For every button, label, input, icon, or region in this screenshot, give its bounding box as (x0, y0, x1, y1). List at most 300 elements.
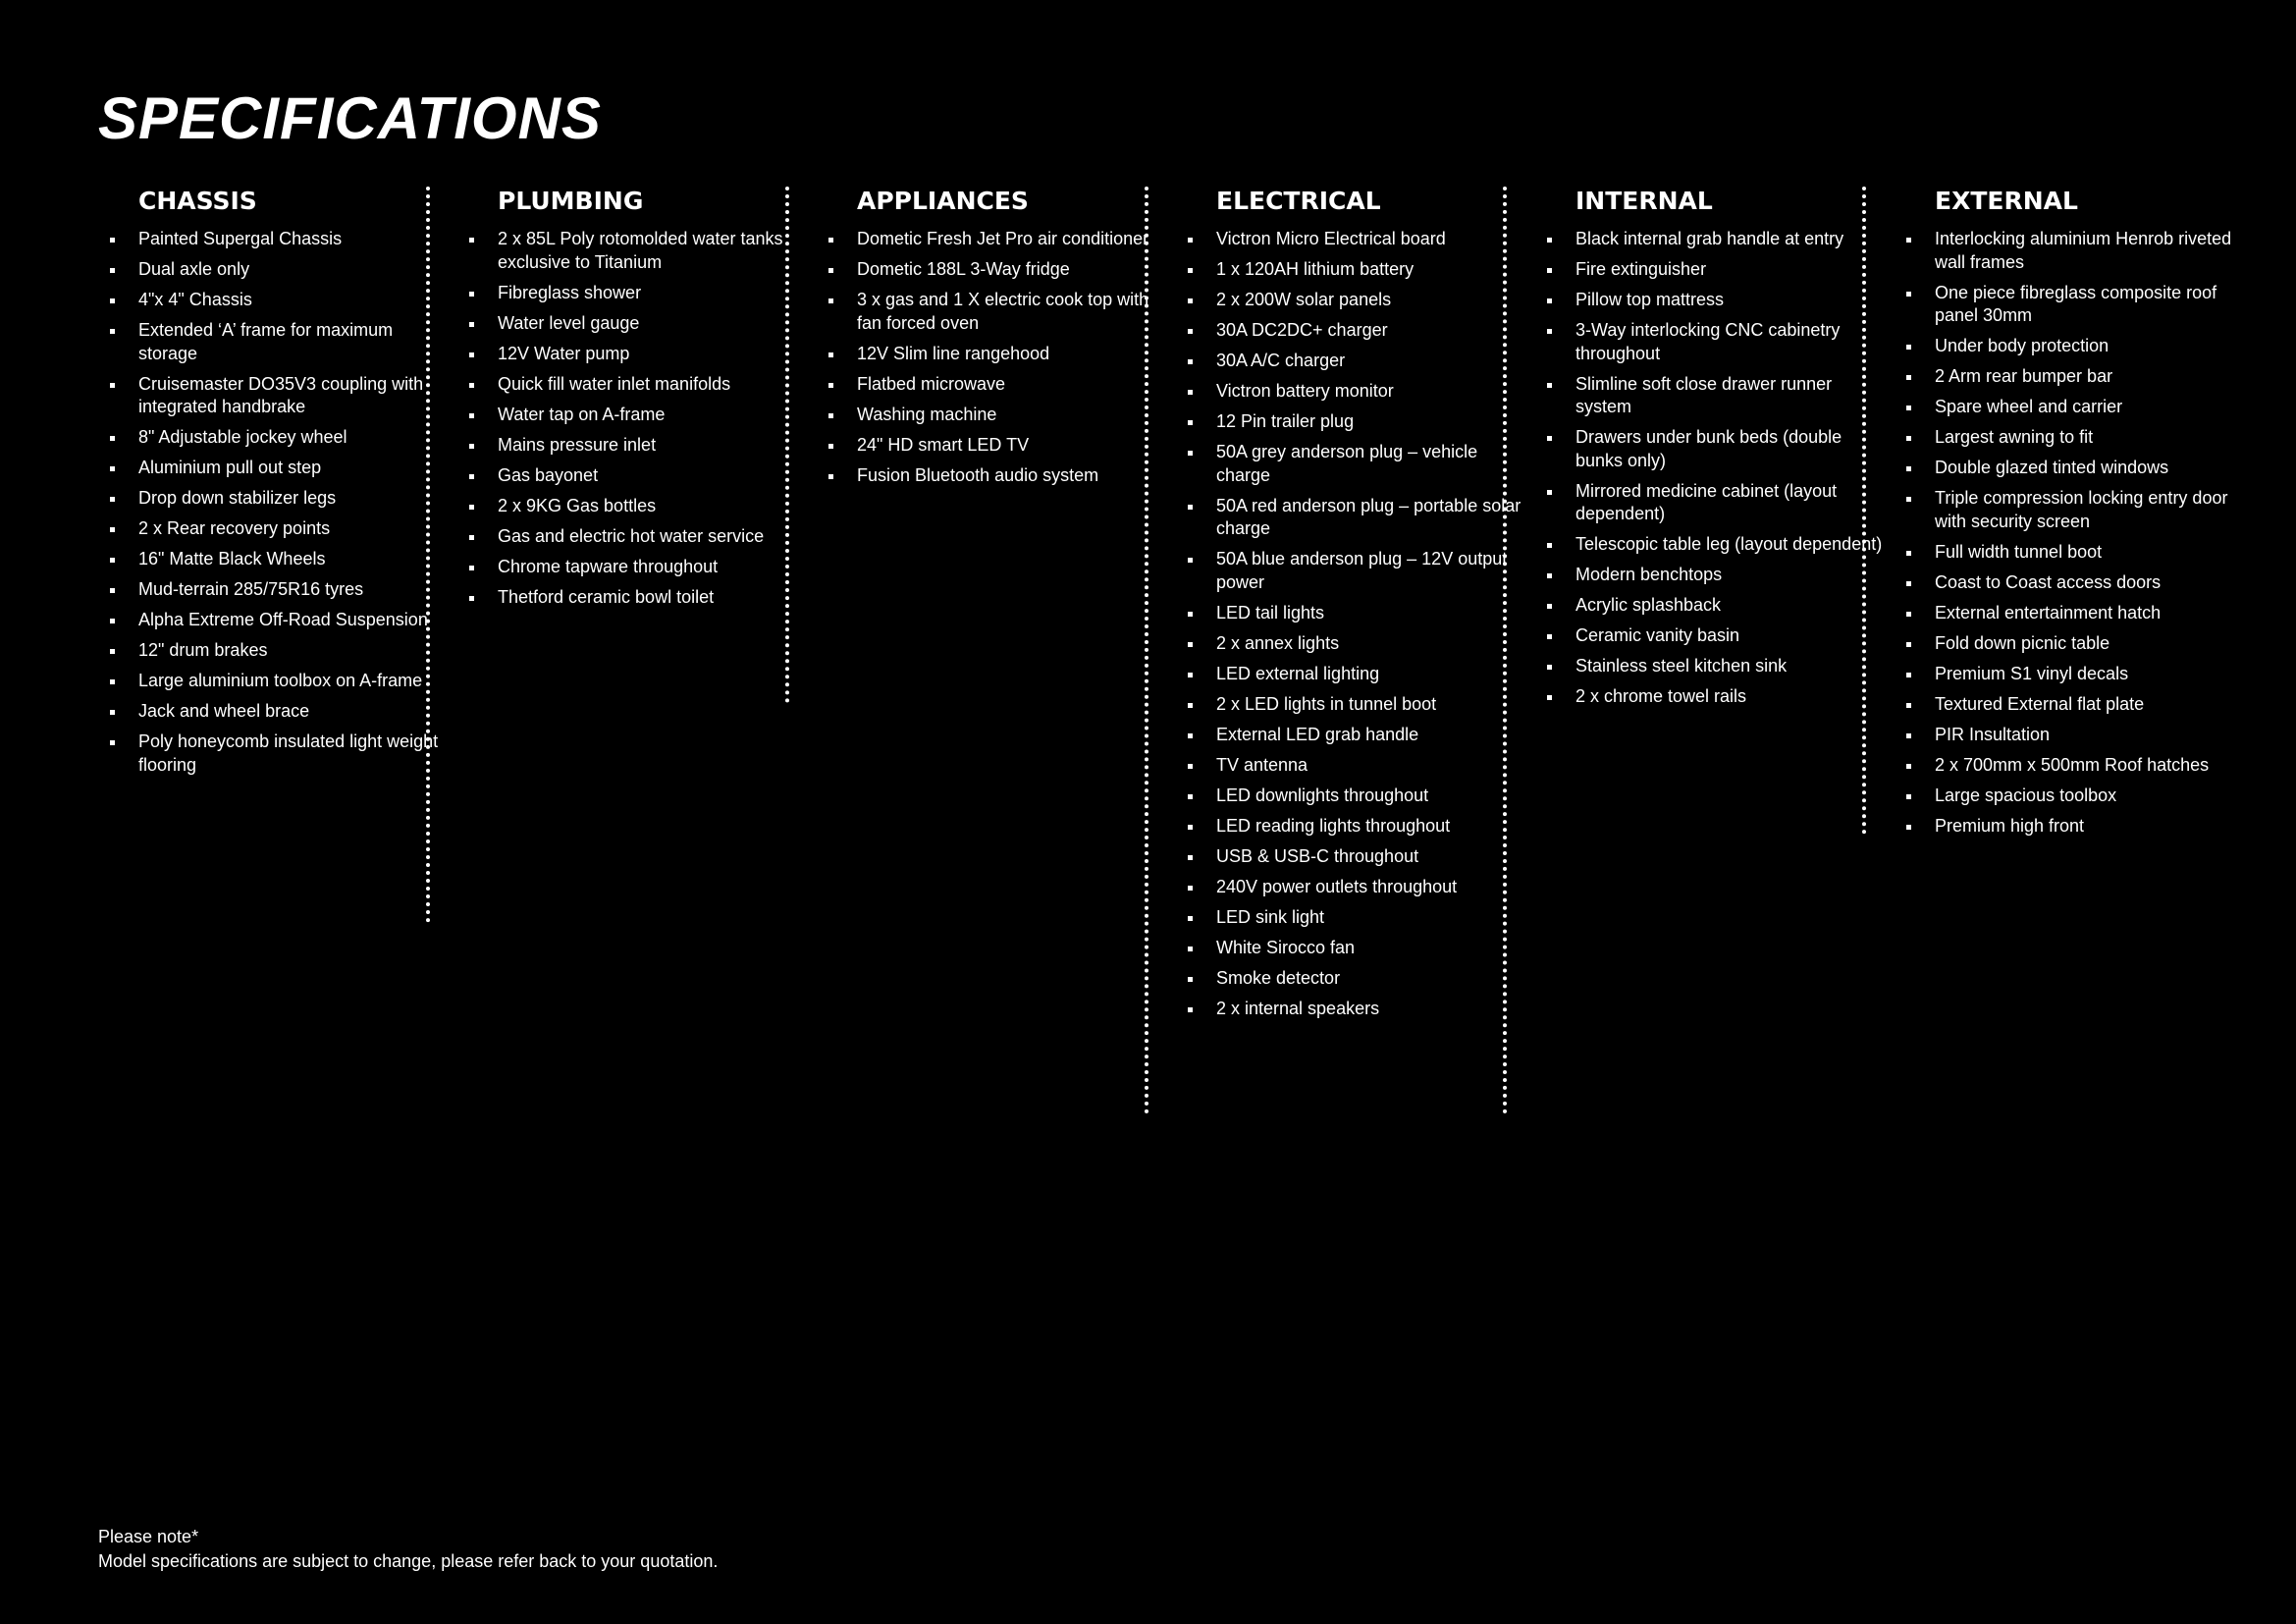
spec-item-text: 2 x chrome towel rails (1575, 686, 1747, 706)
bullet-icon (110, 268, 115, 273)
spec-item-text: Extended ‘A’ frame for maximum storage (138, 320, 394, 363)
bullet-icon (1188, 703, 1193, 708)
bullet-icon (1188, 558, 1193, 563)
bullet-icon (110, 649, 115, 654)
bullet-icon (110, 466, 115, 471)
bullet-icon (110, 383, 115, 388)
bullet-icon (1906, 345, 1911, 350)
spec-item (818, 343, 1177, 366)
spec-item (1177, 632, 1536, 656)
spec-item (1896, 663, 2255, 686)
bullet-icon (469, 474, 474, 479)
spec-item (1896, 785, 2255, 808)
bullet-icon (1188, 390, 1193, 395)
bullet-icon (1188, 855, 1193, 860)
bullet-icon (1188, 451, 1193, 456)
spec-item (1177, 548, 1536, 594)
spec-item (1536, 426, 1896, 472)
column-heading: EXTERNAL (1935, 187, 2078, 215)
spec-item (1177, 724, 1536, 747)
spec-item (458, 556, 818, 579)
spec-item-text: Stainless steel kitchen sink (1575, 656, 1788, 676)
bullet-icon (469, 596, 474, 601)
spec-list (1896, 228, 2255, 838)
bullet-icon (1547, 383, 1552, 388)
spec-column-appliances (818, 185, 1177, 495)
spec-item-text: Telescopic table leg (layout dependent) (1575, 534, 1883, 554)
spec-item-text: Largest awning to fit (1935, 427, 2094, 447)
spec-item-text: 2 x 700mm x 500mm Roof hatches (1935, 754, 2210, 775)
bullet-icon (110, 497, 115, 502)
column-heading: APPLIANCES (857, 187, 1029, 215)
spec-item-text: White Sirocco fan (1216, 937, 1356, 957)
spec-item (1177, 289, 1536, 312)
spec-item (99, 548, 458, 571)
bullet-icon (1188, 505, 1193, 510)
spec-item-text: Cruisemaster DO35V3 coupling with integrated handbrake (138, 373, 424, 416)
bullet-icon (1188, 420, 1193, 425)
spec-list (99, 228, 458, 777)
column-divider (1145, 187, 1148, 1114)
bullet-icon (1188, 298, 1193, 303)
spec-item-text: 16" Matte Black Wheels (138, 549, 326, 568)
spec-item-text: One piece fibreglass composite roof panel 30mm (1935, 282, 2217, 325)
spec-item-text: 2 x Rear recovery points (138, 518, 331, 538)
spec-item-text: 30A A/C charger (1216, 351, 1346, 370)
bullet-icon (828, 444, 833, 449)
bullet-icon (1906, 733, 1911, 738)
bullet-icon (1547, 665, 1552, 670)
bullet-icon (1188, 764, 1193, 769)
bullet-icon (1188, 329, 1193, 334)
spec-item-text: Fire extinguisher (1575, 259, 1707, 279)
spec-item-text: LED tail lights (1216, 602, 1325, 623)
column-divider (1503, 187, 1507, 1114)
spec-item-text: 12" drum brakes (138, 640, 268, 660)
bullet-icon (1188, 238, 1193, 243)
spec-item (1177, 495, 1536, 541)
spec-item-text: Dometic 188L 3-Way fridge (857, 259, 1070, 279)
spec-item (99, 289, 458, 312)
spec-item-text: Full width tunnel boot (1935, 541, 2103, 562)
spec-item-text: Acrylic splashback (1575, 595, 1722, 615)
spec-item-text: Fusion Bluetooth audio system (857, 464, 1099, 485)
spec-item-text: Painted Supergal Chassis (138, 229, 343, 248)
spec-item-text: Modern benchtops (1575, 565, 1723, 584)
bullet-icon (110, 558, 115, 563)
spec-item (458, 434, 818, 458)
spec-item-text: 3-Way interlocking CNC cabinetry throughout (1575, 320, 1841, 363)
spec-item (1177, 937, 1536, 960)
bullet-icon (1188, 886, 1193, 891)
spec-item-text: LED external lighting (1216, 663, 1380, 683)
spec-list (458, 228, 818, 609)
spec-item-text: USB & USB-C throughout (1216, 845, 1419, 866)
spec-item-text: 30A DC2DC+ charger (1216, 320, 1388, 340)
bullet-icon (1906, 551, 1911, 556)
spec-item-text: Washing machine (857, 404, 997, 424)
spec-item-text: Thetford ceramic bowl toilet (498, 586, 715, 607)
bullet-icon (1906, 406, 1911, 410)
bullet-icon (1188, 1007, 1193, 1012)
bullet-icon (110, 588, 115, 593)
spec-item (1896, 632, 2255, 656)
bullet-icon (469, 292, 474, 297)
spec-item-text: Black internal grab handle at entry (1575, 229, 1844, 248)
spec-item-text: Spare wheel and carrier (1935, 397, 2123, 416)
spec-item (1177, 350, 1536, 373)
bullet-icon (110, 619, 115, 623)
spec-item-text: 8" Adjustable jockey wheel (138, 427, 347, 447)
spec-item (1177, 663, 1536, 686)
spec-item-text: Chrome tapware throughout (498, 556, 719, 576)
spec-item-text: Interlocking aluminium Henrob riveted wall frames (1935, 229, 2232, 272)
spec-item-text: 12V Slim line rangehood (857, 343, 1050, 363)
bullet-icon (1547, 238, 1552, 243)
bullet-icon (1906, 703, 1911, 708)
spec-item (1177, 228, 1536, 251)
spec-item-text: Drop down stabilizer legs (138, 488, 337, 508)
spec-item (1177, 785, 1536, 808)
spec-column-plumbing (458, 185, 818, 617)
spec-item-text: 2 x 9KG Gas bottles (498, 495, 657, 515)
spec-item-text: LED sink light (1216, 906, 1325, 927)
spec-item (818, 373, 1177, 397)
spec-item (1177, 380, 1536, 404)
column-heading: CHASSIS (138, 187, 257, 215)
column-divider (1862, 187, 1866, 835)
bullet-icon (1906, 794, 1911, 799)
bullet-icon (1188, 825, 1193, 830)
spec-item-text: Alpha Extreme Off-Road Suspension (138, 610, 428, 629)
bullet-icon (828, 298, 833, 303)
spec-item (1177, 845, 1536, 869)
bullet-icon (469, 444, 474, 449)
bullet-icon (828, 238, 833, 243)
bullet-icon (1906, 497, 1911, 502)
spec-item-text: 2 x internal speakers (1216, 998, 1380, 1018)
bullet-icon (1906, 642, 1911, 647)
spec-item (1536, 655, 1896, 678)
spec-item-text: LED reading lights throughout (1216, 815, 1451, 836)
spec-item (99, 457, 458, 480)
bullet-icon (1906, 825, 1911, 830)
spec-item (1177, 906, 1536, 930)
spec-item-text: Under body protection (1935, 336, 2109, 355)
spec-item-text: Ceramic vanity basin (1575, 625, 1740, 645)
spec-item-text: Dual axle only (138, 259, 250, 279)
spec-item-text: Coast to Coast access doors (1935, 571, 2162, 592)
bullet-icon (469, 566, 474, 570)
spec-item (1896, 228, 2255, 274)
bullet-icon (110, 298, 115, 303)
spec-item-text: Double glazed tinted windows (1935, 458, 2169, 477)
spec-item (1177, 815, 1536, 839)
spec-item-text: 50A blue anderson plug – 12V output power (1216, 549, 1508, 592)
spec-item (99, 319, 458, 365)
spec-item-text: Premium S1 vinyl decals (1935, 663, 2129, 683)
spec-item-text: Victron Micro Electrical board (1216, 229, 1446, 248)
spec-item (1536, 624, 1896, 648)
bullet-icon (110, 436, 115, 441)
spec-item (1896, 754, 2255, 778)
spec-item-text: Victron battery monitor (1216, 381, 1394, 401)
spec-item (1177, 967, 1536, 991)
spec-item-text: 240V power outlets throughout (1216, 876, 1458, 896)
spec-item (458, 525, 818, 549)
spec-item (458, 404, 818, 427)
bullet-icon (1188, 612, 1193, 617)
spec-item-text: Jack and wheel brace (138, 701, 310, 721)
footer-note-title: Please note* (98, 1527, 199, 1546)
bullet-icon (110, 329, 115, 334)
column-heading: ELECTRICAL (1216, 187, 1381, 215)
spec-item-text: Quick fill water inlet manifolds (498, 373, 731, 394)
spec-item (1177, 998, 1536, 1021)
bullet-icon (110, 710, 115, 715)
spec-item (99, 228, 458, 251)
bullet-icon (1547, 543, 1552, 548)
spec-item (818, 464, 1177, 488)
spec-item (99, 373, 458, 419)
bullet-icon (1188, 673, 1193, 677)
spec-column-external (1896, 185, 2255, 845)
spec-item-text: Water tap on A-frame (498, 404, 666, 424)
bullet-icon (1188, 733, 1193, 738)
spec-item (1896, 396, 2255, 419)
bullet-icon (1547, 298, 1552, 303)
bullet-icon (1906, 436, 1911, 441)
spec-item-text: Flatbed microwave (857, 373, 1006, 394)
spec-item-text: Textured External flat plate (1935, 693, 2145, 714)
spec-item-text: 2 x annex lights (1216, 632, 1340, 653)
spec-item (1177, 319, 1536, 343)
spec-item (1896, 602, 2255, 625)
spec-item (1177, 410, 1536, 434)
bullet-icon (1906, 238, 1911, 243)
bullet-icon (1906, 375, 1911, 380)
spec-item (458, 282, 818, 305)
spec-item (818, 404, 1177, 427)
bullet-icon (828, 268, 833, 273)
spec-item (99, 639, 458, 663)
bullet-icon (1547, 573, 1552, 578)
bullet-icon (469, 535, 474, 540)
spec-item-text: PIR Insultation (1935, 724, 2051, 744)
spec-item (1536, 564, 1896, 587)
spec-item-text: External entertainment hatch (1935, 602, 2162, 623)
bullet-icon (1547, 329, 1552, 334)
spec-item-text: 4"x 4" Chassis (138, 290, 252, 309)
spec-item (1536, 319, 1896, 365)
spec-list (818, 228, 1177, 487)
bullet-icon (1188, 916, 1193, 921)
spec-item (99, 487, 458, 511)
spec-item (818, 434, 1177, 458)
spec-item (458, 586, 818, 610)
bullet-icon (110, 238, 115, 243)
bullet-icon (469, 505, 474, 510)
bullet-icon (828, 413, 833, 418)
footer-note (98, 1525, 718, 1574)
spec-item (818, 228, 1177, 251)
spec-item-text: Fibreglass shower (498, 282, 642, 302)
spec-item-text: TV antenna (1216, 754, 1308, 775)
footer-note-text: Model specifications are subject to change, please refer back to your quotation. (98, 1551, 719, 1571)
bullet-icon (1547, 490, 1552, 495)
spec-item (1177, 258, 1536, 282)
spec-item-text: Premium high front (1935, 815, 2085, 836)
column-heading: PLUMBING (498, 187, 644, 215)
bullet-icon (828, 383, 833, 388)
spec-column-electrical (1177, 185, 1536, 1028)
bullet-icon (828, 352, 833, 357)
spec-item (1536, 685, 1896, 709)
spec-item-text: 2 x 85L Poly rotomolded water tanks exclusive to Titanium (498, 229, 783, 272)
spec-item (458, 495, 818, 518)
spec-item-text: Drawers under bunk beds (double bunks only) (1575, 427, 1842, 470)
spec-item-text: Mains pressure inlet (498, 434, 657, 455)
spec-item (1536, 480, 1896, 526)
bullet-icon (1188, 977, 1193, 982)
spec-item (1177, 602, 1536, 625)
spec-item-text: Aluminium pull out step (138, 458, 322, 477)
bullet-icon (1906, 466, 1911, 471)
spec-item (99, 426, 458, 450)
bullet-icon (1547, 695, 1552, 700)
spec-item-text: Smoke detector (1216, 967, 1341, 988)
spec-item-text: Slimline soft close drawer runner system (1575, 373, 1833, 416)
spec-list (1536, 228, 1896, 709)
bullet-icon (1188, 268, 1193, 273)
spec-item-text: Large aluminium toolbox on A-frame (138, 671, 423, 690)
spec-item-text: 12V Water pump (498, 343, 630, 363)
spec-item (1896, 335, 2255, 358)
spec-item-text: Large spacious toolbox (1935, 785, 2117, 805)
spec-column-internal (1536, 185, 1896, 716)
spec-item (818, 289, 1177, 335)
spec-item-text: 2 x 200W solar panels (1216, 290, 1392, 309)
spec-item (458, 343, 818, 366)
spec-item (99, 609, 458, 632)
spec-item (458, 228, 818, 274)
spec-item (99, 578, 458, 602)
spec-item (1896, 426, 2255, 450)
spec-item-text: LED downlights throughout (1216, 785, 1429, 805)
spec-item-text: Gas bayonet (498, 464, 599, 485)
bullet-icon (110, 740, 115, 745)
spec-item (1536, 228, 1896, 251)
spec-item (1896, 815, 2255, 839)
bullet-icon (1547, 634, 1552, 639)
spec-item-text: Gas and electric hot water service (498, 525, 765, 546)
bullet-icon (1906, 673, 1911, 677)
spec-item (1896, 487, 2255, 533)
spec-item-text: Mirrored medicine cabinet (layout dependent) (1575, 480, 1838, 523)
spec-item-text: Mud-terrain 285/75R16 tyres (138, 579, 364, 599)
column-divider (426, 187, 430, 923)
spec-item (1177, 441, 1536, 487)
bullet-icon (469, 413, 474, 418)
spec-item (1896, 457, 2255, 480)
spec-item (1177, 754, 1536, 778)
spec-item-text: 2 Arm rear bumper bar (1935, 366, 2113, 386)
bullet-icon (1547, 436, 1552, 441)
spec-item-text: Poly honeycomb insulated light weight flooring (138, 731, 439, 775)
bullet-icon (1188, 359, 1193, 364)
column-heading: INTERNAL (1575, 187, 1713, 215)
spec-item (458, 312, 818, 336)
spec-item (1536, 533, 1896, 557)
bullet-icon (469, 352, 474, 357)
spec-item (1536, 594, 1896, 618)
spec-list (1177, 228, 1536, 1020)
bullet-icon (110, 679, 115, 684)
spec-item-text: Pillow top mattress (1575, 290, 1725, 309)
spec-item-text: 50A red anderson plug – portable solar charge (1216, 495, 1522, 538)
spec-item (1896, 282, 2255, 328)
bullet-icon (1906, 764, 1911, 769)
spec-item (458, 464, 818, 488)
spec-item (1896, 571, 2255, 595)
spec-item (818, 258, 1177, 282)
column-divider (785, 187, 789, 703)
spec-item-text: Water level gauge (498, 312, 640, 333)
spec-item (1896, 365, 2255, 389)
bullet-icon (828, 474, 833, 479)
bullet-icon (1547, 604, 1552, 609)
bullet-icon (469, 383, 474, 388)
bullet-icon (469, 238, 474, 243)
spec-item (99, 670, 458, 693)
spec-item (1536, 289, 1896, 312)
bullet-icon (110, 527, 115, 532)
page-title: SPECIFICATIONS (98, 85, 602, 151)
bullet-icon (1906, 612, 1911, 617)
spec-item (99, 700, 458, 724)
bullet-icon (1906, 292, 1911, 297)
bullet-icon (1188, 947, 1193, 951)
bullet-icon (469, 322, 474, 327)
spec-item (99, 258, 458, 282)
spec-item (1177, 693, 1536, 717)
spec-item (1536, 373, 1896, 419)
spec-item (99, 517, 458, 541)
spec-item-text: 2 x LED lights in tunnel boot (1216, 693, 1437, 714)
spec-item-text: External LED grab handle (1216, 724, 1419, 744)
spec-item-text: 50A grey anderson plug – vehicle charge (1216, 442, 1478, 485)
spec-item-text: Dometic Fresh Jet Pro air conditioner (857, 229, 1149, 248)
spec-item-text: Triple compression locking entry door with security screen (1935, 488, 2228, 531)
spec-item-text: 3 x gas and 1 X electric cook top with fan forced oven (857, 290, 1149, 333)
spec-item (99, 731, 458, 777)
bullet-icon (1547, 268, 1552, 273)
bullet-icon (1906, 581, 1911, 586)
spec-item (1896, 724, 2255, 747)
spec-item-text: Fold down picnic table (1935, 632, 2110, 653)
spec-item (1896, 693, 2255, 717)
bullet-icon (1188, 642, 1193, 647)
spec-item (1896, 541, 2255, 565)
spec-item (1177, 876, 1536, 899)
spec-item-text: 1 x 120AH lithium battery (1216, 259, 1415, 279)
spec-item-text: 24" HD smart LED TV (857, 434, 1030, 455)
spec-item (458, 373, 818, 397)
spec-item (1536, 258, 1896, 282)
spec-item-text: 12 Pin trailer plug (1216, 411, 1355, 431)
bullet-icon (1188, 794, 1193, 799)
spec-column-chassis (99, 185, 458, 785)
